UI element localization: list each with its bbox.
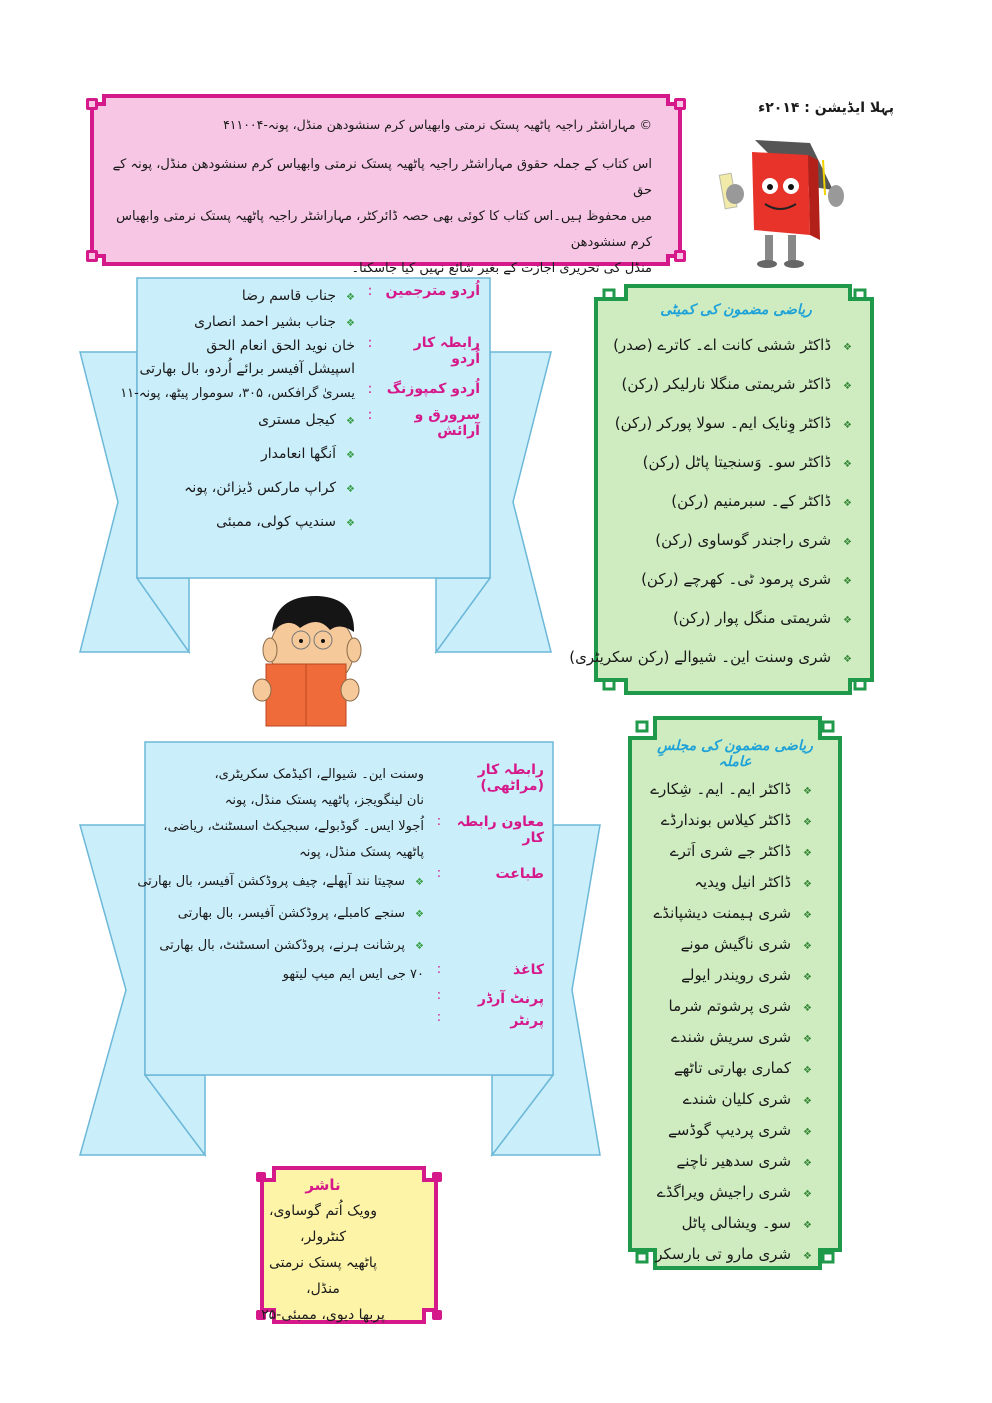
list-item: ❖شری کلیان شندے [682,1090,812,1108]
bullet-icon: ❖ [346,484,355,495]
copyright-paragraph-line: اس کتاب کے جملہ حقوق مہاراشٹر راجیہ پاٹھیہ پستک نرمتی وابھیاس کرم سنشودھن منڈل، پونہ کے حق [112,157,652,198]
bullet-icon: ❖ [843,420,852,431]
bullet-icon: ❖ [843,459,852,470]
credit-value: کیجل مستری [258,412,337,428]
bullet-icon: ❖ [843,342,852,353]
committee-title: ریاضی مضمون کی کمیٹی [660,302,812,318]
credits-top [120,283,480,543]
credit-label: اُردو کمپوزنگ [386,381,480,397]
credit-label: معاون رابطہ کار [456,814,544,846]
bullet-icon: ❖ [803,1034,812,1045]
list-item: ❖شری پرمود ٹی۔ کھرچے (رکن) [641,570,852,588]
list-item: ❖شری ہیمنت دیشپانڈے [653,904,812,922]
working-group-title: ریاضی مضمون کی مجلسِ عاملہ [657,738,813,770]
credit-label: رابطہ کار (مراٹھی) [477,762,544,794]
credit-row [152,762,544,814]
bullet-icon: ❖ [803,848,812,859]
credit-value: کراپ مارکس ڈیزائن، پونہ [184,480,337,496]
credit-label: اُردو مترجمین [385,283,480,299]
credit-value: یسریٰ گرافکس، ۳۰۵، سوموار پیٹھ، پونہ-۱۱ [120,386,355,401]
list-item: ❖سو۔ ویشالی پاٹل [681,1214,812,1232]
list-item: ❖ڈاکٹر ایم۔ ایم۔ شِکارے [650,780,812,798]
bullet-icon: ❖ [803,879,812,890]
bullet-icon: ❖ [415,877,424,888]
credit-label: پرنٹر [510,1013,544,1029]
credit-label: پرنٹ آرڈر [477,991,544,1007]
committee-box [569,302,860,677]
credit-label: طباعت [495,866,544,882]
bullet-icon: ❖ [803,1065,812,1076]
bullet-icon: ❖ [803,1189,812,1200]
list-item: ❖شری سریش شندے [671,1028,812,1046]
credit-value: جناب بشیر احمد انصاری [194,314,337,330]
bullet-icon: ❖ [346,318,355,329]
bullet-icon: ❖ [346,292,355,303]
credit-label: کاغذ [512,962,544,978]
publisher-line: پاٹھیہ پستک نرمتی منڈل، [269,1255,377,1297]
bullet-icon: ❖ [843,654,852,665]
list-item: ❖شری رویندر ایولے [681,966,812,984]
bullet-icon: ❖ [803,1003,812,1014]
credit-row: رابطہ کار اُردو : خان نوید الحق انعام الحق اسپیشل آفیسر برائے اُردو، بال بھارتی [150,335,480,381]
credit-value: سندیپ کولی، ممبئی [216,514,337,530]
credit-value: اَنگھا انعامدار [261,446,337,462]
credit-value: ۷۰ جی ایس ایم میپ لیتھو [282,967,424,982]
credit-label: سرورق و آرائش [414,407,480,439]
book-mascot-illustration [719,140,844,268]
credit-value: پرشانت ہرنے، پروڈکشن اسسٹنٹ، بال بھارتی [159,938,406,953]
bullet-icon: ❖ [803,941,812,952]
list-item: ❖شری راجندر گوساوی (رکن) [655,531,852,549]
credit-value: وسنت این۔ شیوالے، اکیڈمک سکریٹری، [214,767,424,782]
bullet-icon: ❖ [803,910,812,921]
bullet-icon: ❖ [843,381,852,392]
list-item: ❖ڈاکٹر شریمتی منگلا نارلیکر (رکن) [621,375,852,393]
bullet-icon: ❖ [346,518,355,529]
working-group-box [640,738,830,1270]
copyright-paragraph-line: منڈل کی تحریری اجازت کے بغیر شائع نہیں کیا جاسکتا۔ [351,261,652,276]
credit-row: کاغذ : ۷۰ جی ایس ایم میپ لیتھو [152,962,544,988]
credit-row: سرورق و آرائش : ❖کیجل مستری ❖اَنگھا انعامدار ❖کراپ مارکس ڈیزائن، پونہ ❖سندیپ کولی، ممبئی [184,407,480,530]
list-item: ❖شری ناگیش مونے [680,935,812,953]
committee-list [569,326,860,677]
list-item: ❖شری سدھیر ناچنے [676,1152,812,1170]
list-item: ❖کماری بھارتی تاٹھے [673,1059,812,1077]
credits-bottom [137,762,544,1032]
copyright-paragraph-line: میں محفوظ ہیں۔اس کتاب کا کوئی بھی حصہ ڈائرکٹر، مہاراشٹر راجیہ پاٹھیہ پستک نرمتی وابھیاس کرم سنشودھن [116,209,652,250]
credit-row: اُردو کمپوزنگ : یسریٰ گرافکس، ۳۰۵، سوموار پیٹھ، پونہ-۱۱ [150,381,480,407]
list-item: ❖شریمتی منگل پوار (رکن) [672,609,852,627]
copyright-line: © مہاراشٹر راجیہ پاٹھیہ پستک نرمتی وابھیاس کرم سنشودھن منڈل، پونہ-۴۱۱۰۰۴ [223,117,652,132]
bullet-icon: ❖ [415,909,424,920]
bullet-icon: ❖ [803,972,812,983]
list-item: ❖شری وسنت این۔ شیوالے (رکن سکریٹری) [569,648,852,666]
copyright-box [112,112,652,282]
list-item: ❖شری پردیپ گوڈسے [667,1121,812,1139]
bullet-icon: ❖ [415,941,424,952]
bullet-icon: ❖ [843,498,852,509]
list-item: ❖شری راجیش ویراگڈے [656,1183,812,1201]
credit-value: جناب قاسم رضا [241,288,337,304]
list-item: ❖ڈاکٹر سو۔ وَسنجیتا پاٹل (رکن) [642,453,852,471]
list-item: ❖ڈاکٹر انیل ویدیہ [694,873,812,891]
credit-row: معاون رابطہ کار : اُجولا ایس۔ گوڈبولے، سبجیکٹ اسسٹنٹ، ریاضی، پاٹھیہ پستک منڈل، پونہ [152,814,544,866]
list-item: ❖شری مارو تی بارسکر [655,1245,812,1263]
list-item: ❖ڈاکٹر کیلاس بوندارڈے [660,811,812,829]
credit-value: سنجے کامبلے، پروڈکشن آفیسر، بال بھارتی [177,906,406,921]
credit-row: طباعت : ❖سچیتا نند آپھلے، چیف پروڈکشن آفیسر، بال بھارتی ❖سنجے کامبلے، پروڈکشن آفیسر، بال بھارتی ❖پرشانت ہرنے، پروڈکشن اسسٹنٹ، بال بھارتی [137,866,544,953]
list-item: ❖ڈاکٹر جے شری اَترے [669,842,812,860]
list-item: ❖ڈاکٹر ششی کانت اے۔ کاترے (صدر) [613,336,852,354]
bullet-icon: ❖ [803,1220,812,1231]
bullet-icon: ❖ [843,615,852,626]
credit-row: اُردو مترجمین : ❖جناب قاسم رضا ❖جناب بشیر احمد انصاری [194,283,480,330]
credit-value: اُجولا ایس۔ گوڈبولے، سبجیکٹ اسسٹنٹ، ریاضی، [163,819,424,834]
bullet-icon: ❖ [346,416,355,427]
working-group-list [640,774,830,1270]
bullet-icon: ❖ [803,817,812,828]
bullet-icon: ❖ [803,786,812,797]
list-item: ❖شری پرشوتم شرما [668,997,812,1015]
credit-row: پرنٹر : [152,1010,544,1032]
bullet-icon: ❖ [843,576,852,587]
boy-reading-illustration [253,596,361,726]
publisher-box [258,1172,388,1328]
credit-value: اسپیشل آفیسر برائے اُردو، بال بھارتی [139,361,355,377]
bullet-icon: ❖ [803,1127,812,1138]
publisher-title: ناشر [305,1176,341,1194]
list-item: ❖ڈاکٹر کے۔ سبرمنیم (رکن) [671,492,852,510]
publisher-line: پربھا دیوی، ممبئی-۲۵ [261,1307,385,1323]
list-item: ❖ڈاکٹر وِنایک ایم۔ سولا پورکر (رکن) [614,414,852,432]
bullet-icon: ❖ [803,1158,812,1169]
bullet-icon: ❖ [346,450,355,461]
bullet-icon: ❖ [803,1096,812,1107]
edition-label: پہلا ایڈیشن : ۲۰۱۴ء [758,100,894,116]
publisher-line: وویک اُتم گوساوی، کنٹرولر، [268,1203,378,1245]
credit-label: رابطہ کار اُردو [413,335,480,367]
credit-value: خان نوید الحق انعام الحق [206,338,355,354]
credit-value: نان لینگویجز، پاٹھیہ پستک منڈل، پونہ [224,793,424,808]
credit-value: سچیتا نند آپھلے، چیف پروڈکشن آفیسر، بال بھارتی [137,874,406,889]
credit-value: پاٹھیہ پستک منڈل، پونہ [299,845,424,860]
bullet-icon: ❖ [843,537,852,548]
credit-row: پرنٹ آرڈر : [152,988,544,1010]
bullet-icon: ❖ [803,1251,812,1262]
